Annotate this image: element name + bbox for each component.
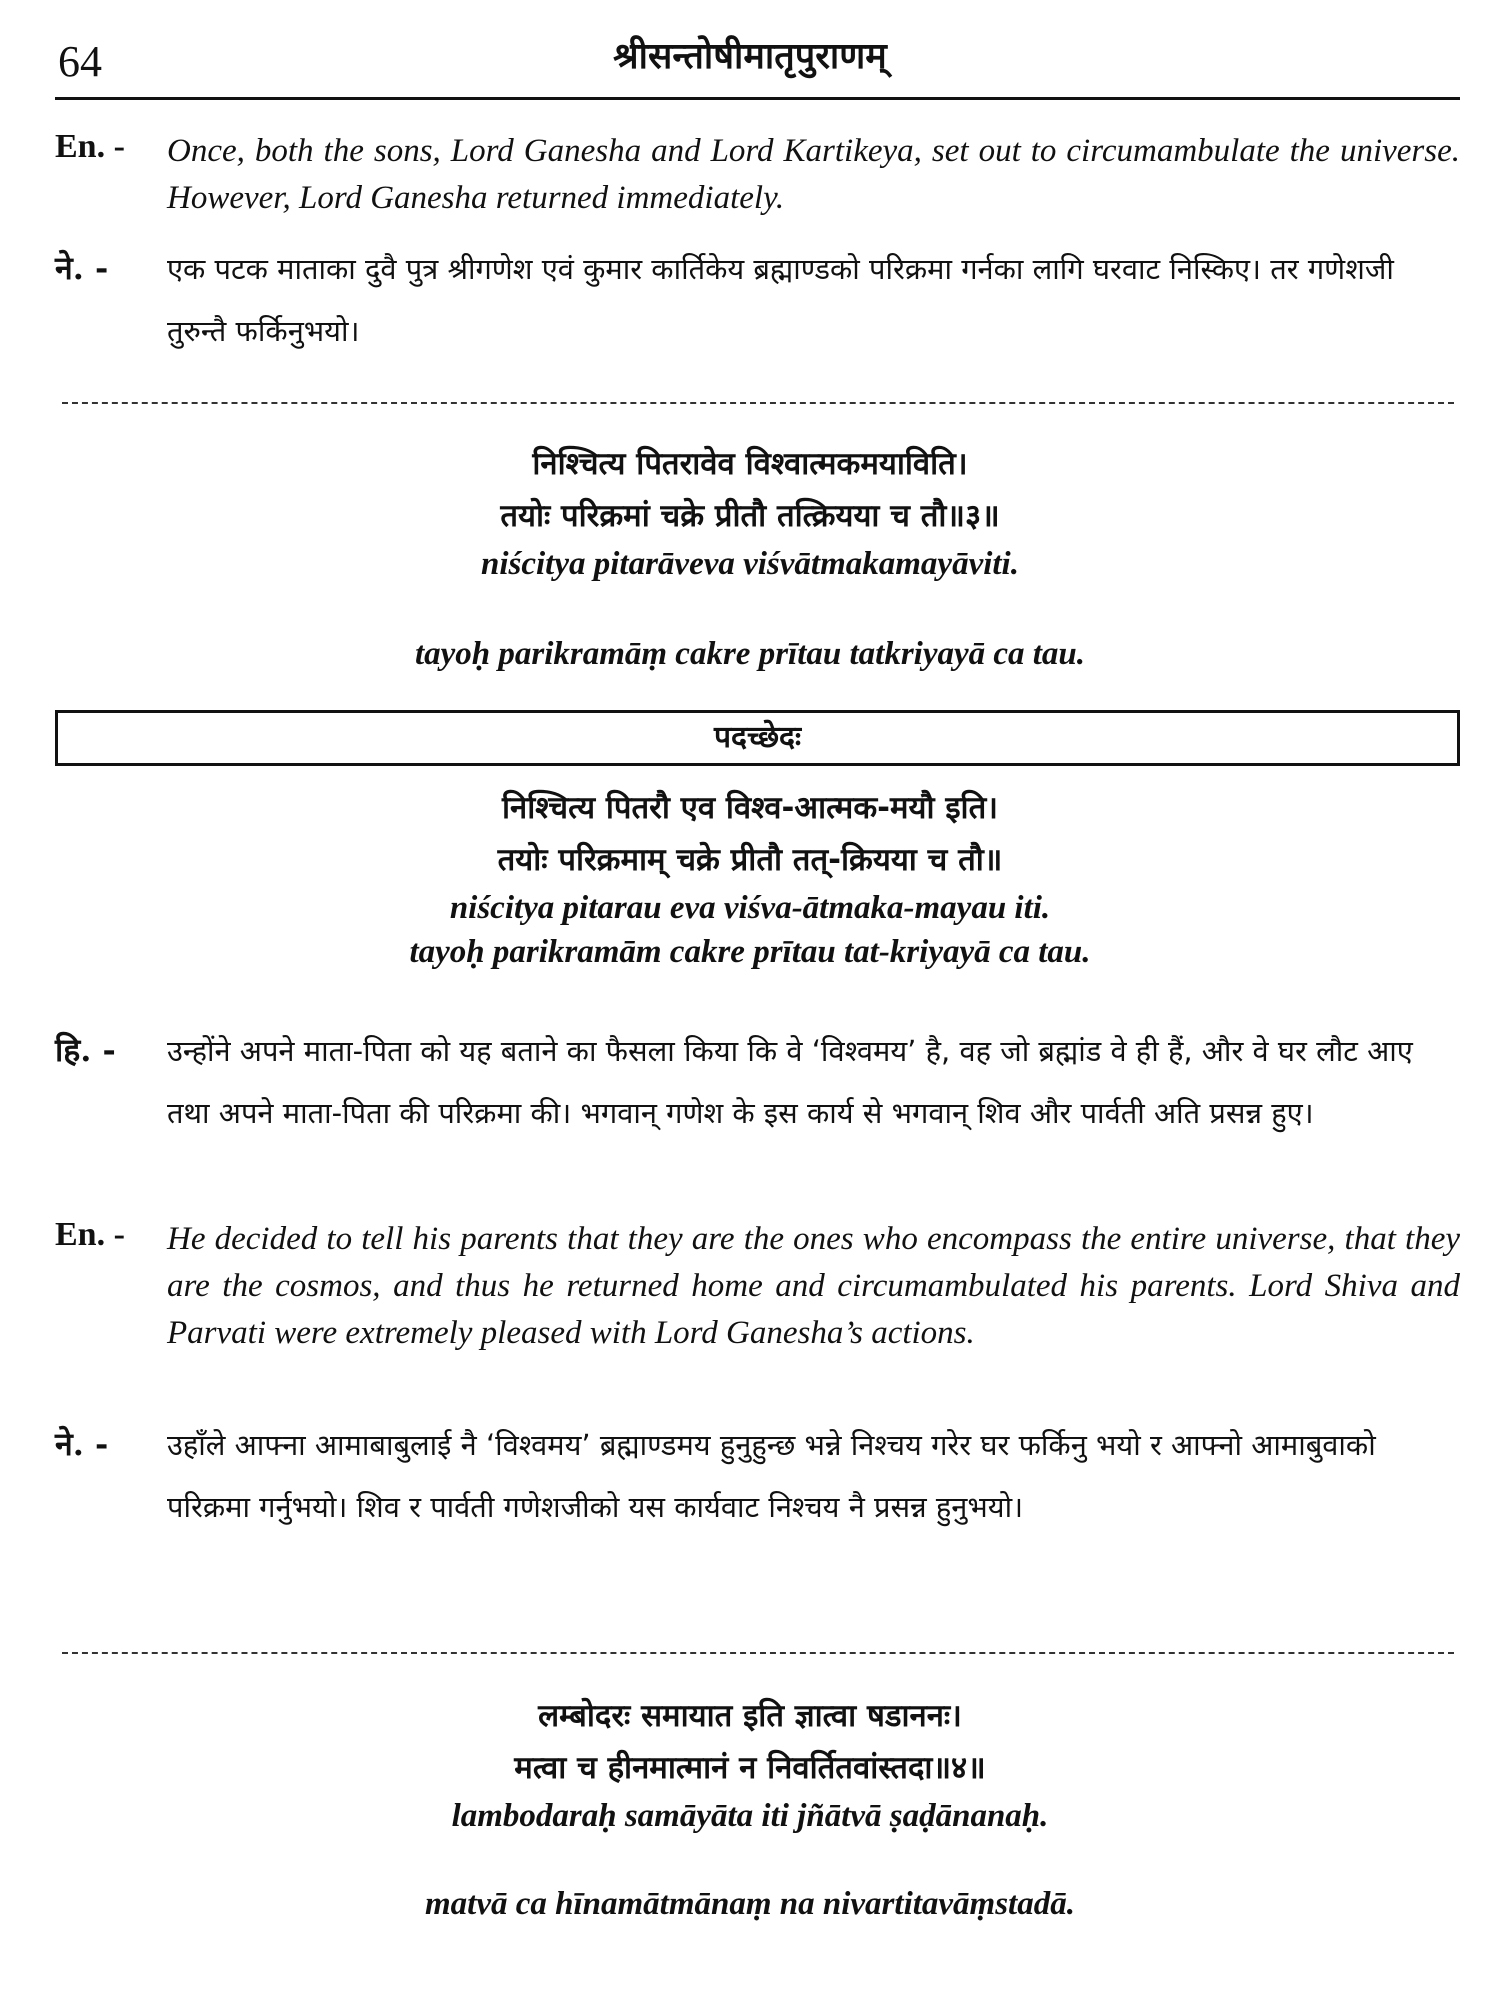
verse-line: निश्चित्य पितरौ एव विश्व-आत्मक-मयौ इति। — [501, 790, 999, 826]
verse-line: निश्चित्य पितरावेव विश्वात्मकमयाविति। — [532, 446, 968, 482]
english-translation-1 — [55, 128, 1460, 222]
section-divider — [62, 1652, 1454, 1654]
nepali-text: एक पटक माताका दुवै पुत्र श्रीगणेश एवं कुमार कार्तिकेय ब्रह्माण्डको परिक्रमा गर्नका लागि घरवाट निस्किए। तर गणेशजी तुरुन्तै फर्किनुभयो। — [167, 252, 1394, 348]
running-title: श्रीसन्तोषीमातृपुराणम् — [613, 35, 887, 77]
verse-line: तयोः परिक्रमाम् चक्रे प्रीतौ तत्-क्रियया च तौ॥ — [497, 842, 1003, 878]
nepali-label: ने. - — [55, 249, 109, 287]
transliteration-line: tayoḥ parikramāṃ cakre prītau tatkriyayā ca tau. — [414, 636, 1086, 672]
transliteration-line: lambodaraḥ samāyāta iti jñātvā ṣaḍānanaḥ. — [451, 1798, 1049, 1834]
transliteration-line: niścitya pitarāveva viśvātmakamayāviti. — [481, 546, 1019, 582]
verse-line: तयोः परिक्रमां चक्रे प्रीतौ तत्क्रियया च तौ॥३॥ — [500, 498, 1000, 534]
page-number: 64 — [58, 37, 102, 86]
nepali-text: उहाँले आफ्ना आमाबाबुलाई नै ‘विश्वमय’ ब्रह्माण्डमय हुनुहुन्छ भन्ने निश्चय गरेर घर फर्किनु भयो र आफ्नो आमाबुवाको परिक्रमा गर्नुभयो। शिव र पार्वती गणेशजीको यस कार्यवाट निश्चय नै प्रसन्न हुनुभयो। — [167, 1428, 1376, 1524]
verse-line: मत्वा च हीनमात्मानं न निवर्तितवांस्तदा॥४॥ — [514, 1750, 986, 1786]
verse-line: लम्बोदरः समायात इति ज्ञात्वा षडाननः। — [538, 1698, 962, 1734]
verse-4-transliteration — [0, 1882, 1500, 1926]
english-label: En. - — [55, 128, 125, 165]
padaccheda-verse — [0, 782, 1500, 974]
transliteration-line: matvā ca hīnamātmānaṃ na nivartitavāṃstadā. — [425, 1886, 1075, 1922]
english-text: Once, both the sons, Lord Ganesha and Lord Kartikeya, set out to circumambulate the universe. However, Lord Ganesha returned immediately. — [167, 133, 1460, 216]
verse-4 — [0, 1690, 1500, 1838]
verse-3 — [0, 438, 1500, 586]
english-translation-2 — [55, 1216, 1460, 1357]
padaccheda-heading: पदच्छेदः — [55, 710, 1460, 766]
verse-3-transliteration — [0, 632, 1500, 676]
header-rule — [55, 97, 1460, 100]
hindi-label: हि. - — [55, 1031, 116, 1069]
english-label: En. - — [55, 1216, 125, 1253]
nepali-translation-1 — [55, 238, 1460, 362]
nepali-label: ने. - — [55, 1425, 109, 1463]
section-divider — [62, 402, 1454, 404]
transliteration-line: niścitya pitarau eva viśva-ātmaka-mayau iti. — [449, 890, 1051, 926]
transliteration-line: tayoḥ parikramām cakre prītau tat-kriyayā ca tau. — [409, 934, 1091, 970]
hindi-translation — [55, 1020, 1460, 1144]
english-text: He decided to tell his parents that they are the ones who encompass the entire universe, that they are the cosmos, and thus he returned home and circumambulated his parents. Lord Shiva and Parvati were extremely pleased with Lord Ganesha’s actions. — [167, 1221, 1460, 1351]
nepali-translation-2 — [55, 1414, 1460, 1538]
hindi-text: उन्होंने अपने माता-पिता को यह बताने का फैसला किया कि वे ‘विश्वमय’ है, वह जो ब्रह्मांड वे ही हैं, और वे घर लौट आए तथा अपने माता-पिता की परिक्रमा की। भगवान् गणेश के इस कार्य से भगवान् शिव और पार्वती अति प्रसन्न हुए। — [167, 1034, 1413, 1130]
